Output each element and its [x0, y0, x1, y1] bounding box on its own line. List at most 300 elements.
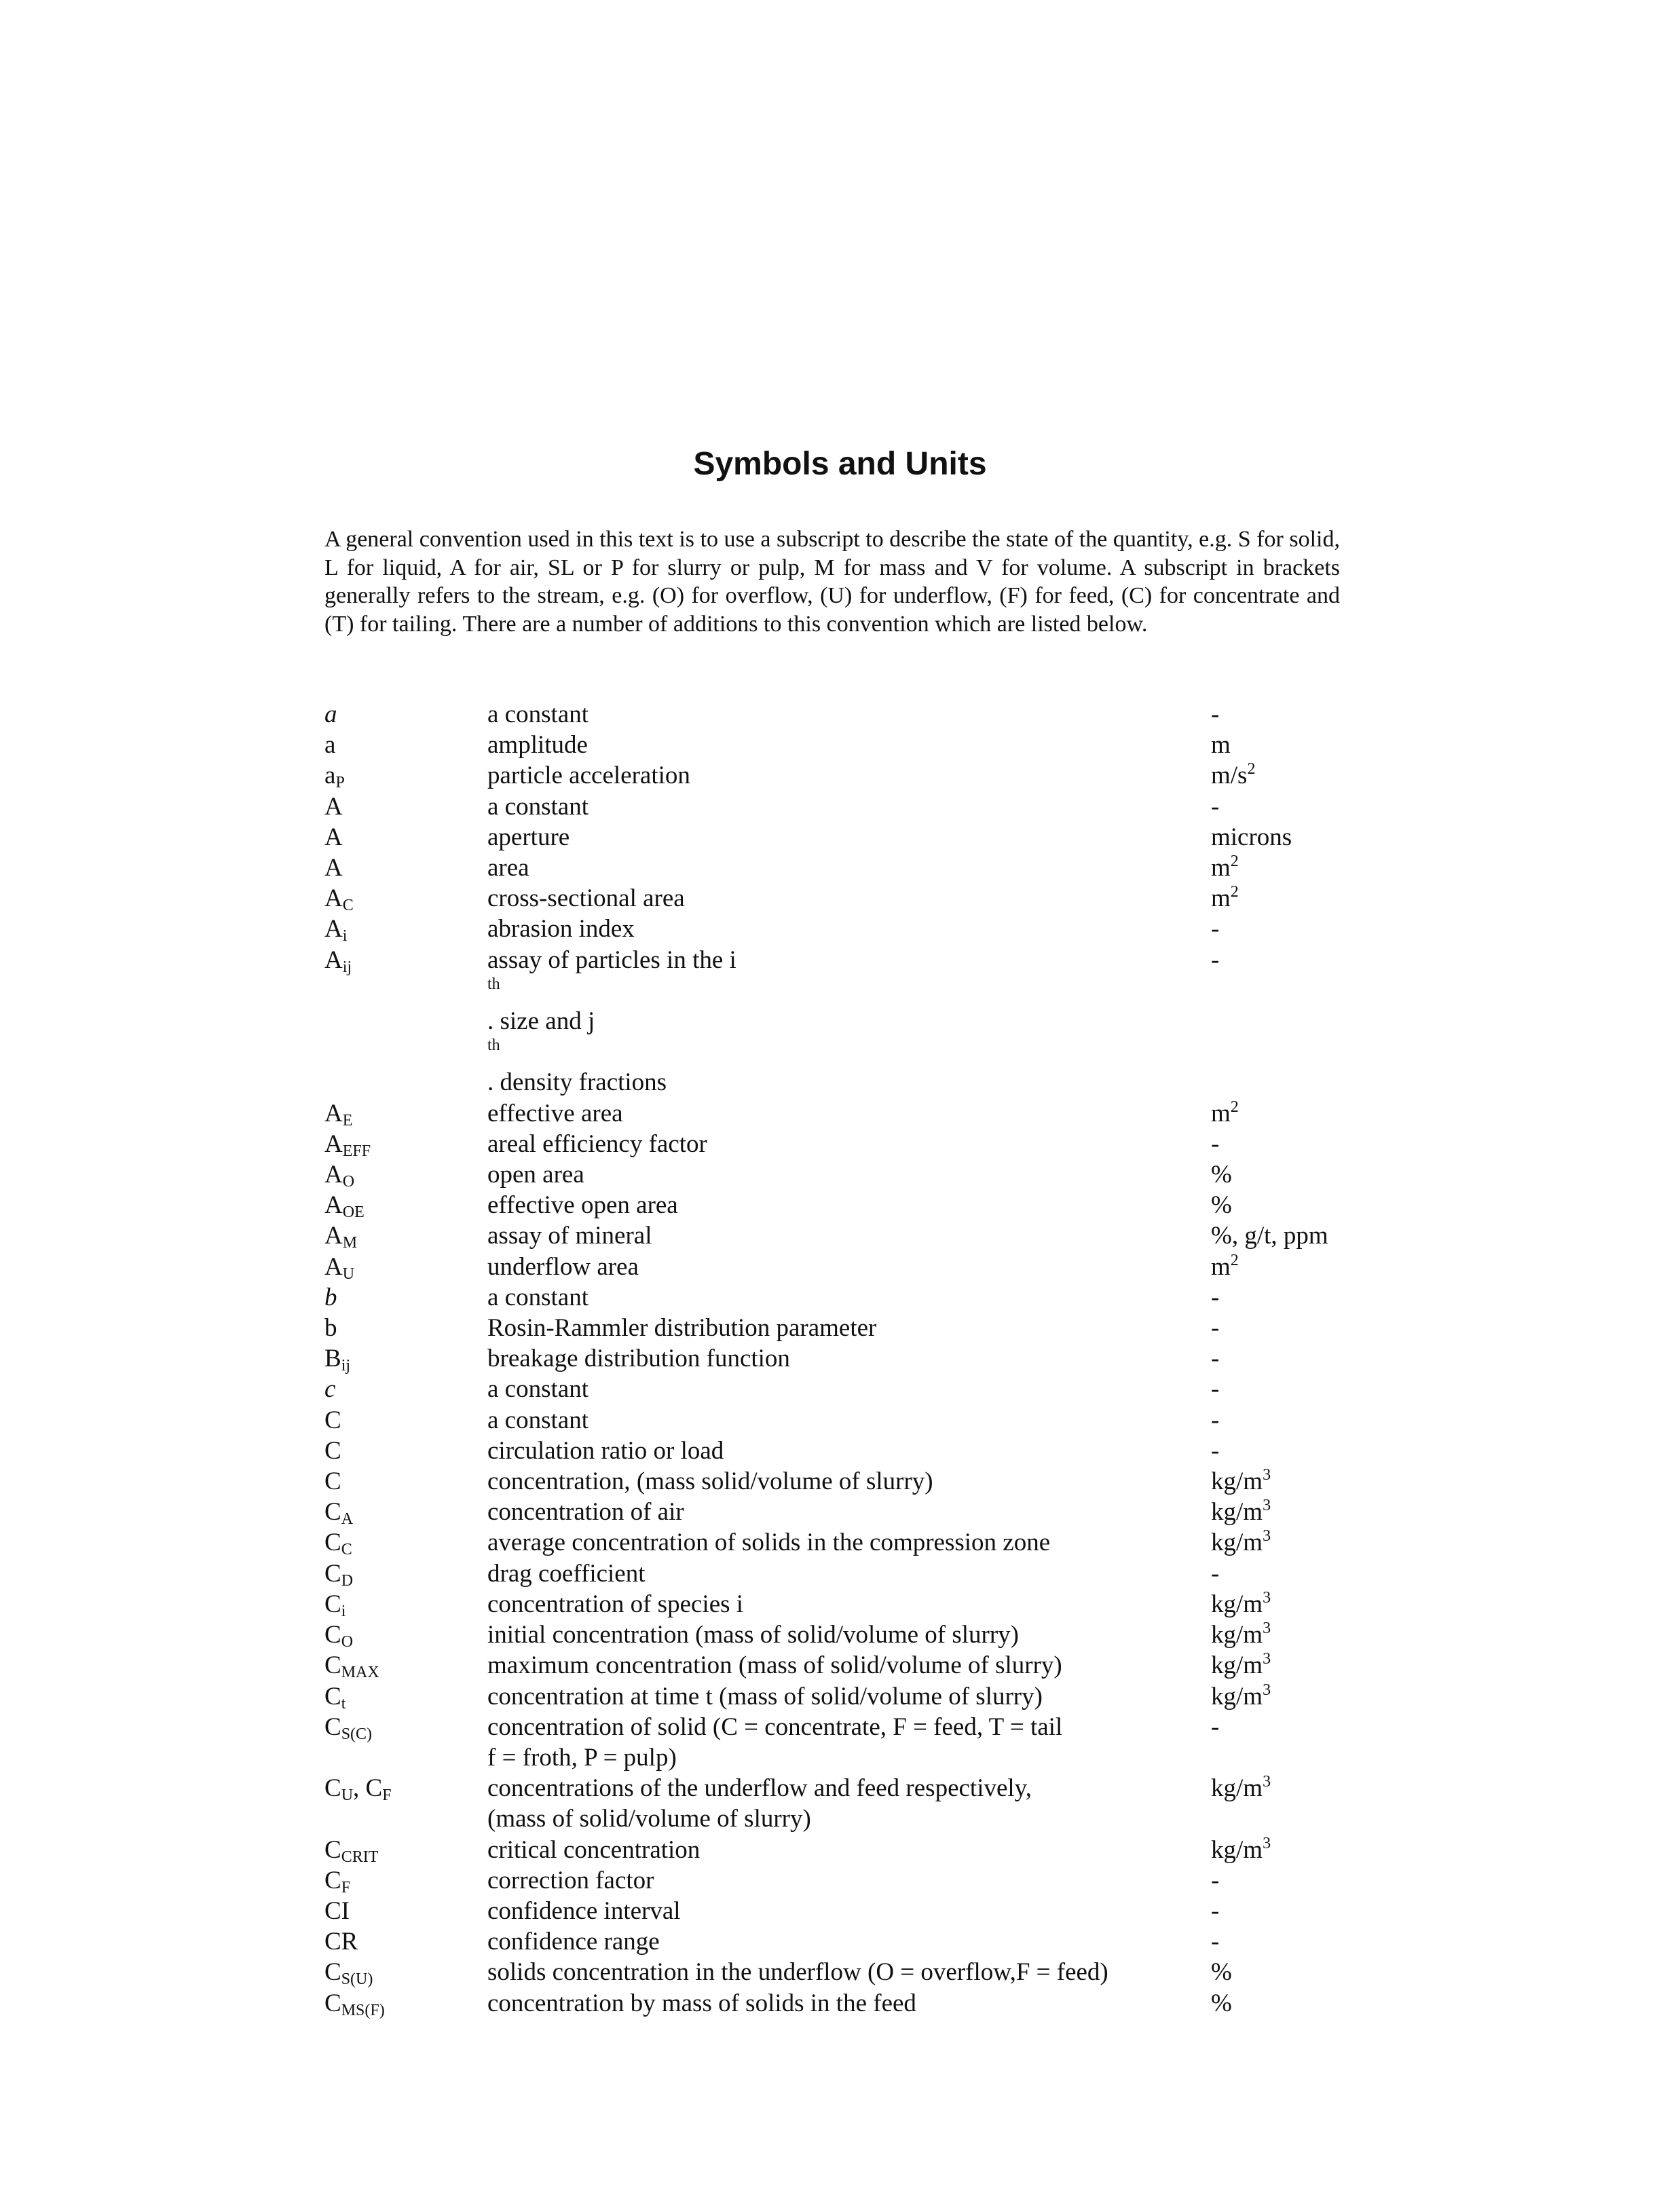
unit-text: -: [1211, 1559, 1220, 1588]
unit-text: -: [1211, 1896, 1220, 1925]
description-cell: [487, 1926, 1211, 1957]
description-text: concentration at time t (mass of solid/volume of slurry): [487, 1682, 1043, 1710]
symbol-cell: [324, 1220, 487, 1251]
description-cell: [487, 1988, 1211, 2019]
symbol-cell: [324, 1957, 487, 1987]
unit-text: m: [1211, 1099, 1231, 1127]
unit-text: -: [1211, 1283, 1220, 1311]
description-text: . size and j: [487, 1007, 595, 1036]
description-cell: [487, 1098, 1211, 1129]
unit-cell: [1211, 1527, 1356, 1558]
unit-text: -: [1211, 1375, 1220, 1404]
symbol-row: [324, 1896, 1356, 1926]
description-cell: [487, 1620, 1211, 1650]
unit-superscript: 3: [1263, 1650, 1271, 1668]
unit-superscript: 3: [1263, 1834, 1271, 1852]
unit-text: -: [1211, 700, 1220, 728]
symbol-cell: [324, 1466, 487, 1497]
unit-cell: [1211, 914, 1356, 944]
symbol-text: C: [324, 1835, 341, 1864]
unit-superscript: 3: [1263, 1773, 1271, 1791]
symbol-subscript: D: [341, 1571, 354, 1590]
description-cell: [487, 1220, 1211, 1251]
description-text: concentration of air: [487, 1498, 684, 1527]
symbol-cell: [324, 822, 487, 853]
unit-superscript: 2: [1230, 1098, 1239, 1116]
unit-superscript: 3: [1263, 1497, 1271, 1515]
description-text: concentration of solid (C = concentrate, F = feed, T = tail: [487, 1713, 1063, 1741]
description-text: underflow area: [487, 1252, 639, 1281]
symbol-row: [324, 1681, 1356, 1712]
symbol-subscript: OE: [342, 1203, 365, 1222]
unit-cell: [1211, 1098, 1356, 1129]
symbol-cell: [324, 1098, 487, 1129]
unit-cell: [1211, 699, 1356, 730]
description-cell: [487, 1252, 1211, 1282]
unit-text: kg/m: [1211, 1682, 1263, 1710]
description-line: f = froth, P = pulp): [487, 1743, 677, 1772]
symbol-cell: [324, 1988, 487, 2019]
description-line: [487, 760, 1211, 791]
description-text: circulation ratio or load: [487, 1436, 724, 1465]
symbol-subscript: i: [341, 1602, 346, 1620]
unit-superscript: 3: [1263, 1681, 1271, 1699]
symbol-row: [324, 1835, 1356, 1865]
symbol-cell: [324, 1252, 487, 1282]
symbol-text: C: [324, 1498, 341, 1527]
symbol-cell: [324, 1681, 487, 1712]
symbol-cell: [324, 1835, 487, 1865]
description-line: [487, 1896, 1211, 1926]
description-line: [487, 1405, 1211, 1436]
symbol-cell: [324, 1773, 487, 1803]
description-cell: [487, 1681, 1211, 1712]
unit-cell: [1211, 1773, 1356, 1803]
unit-cell: [1211, 1589, 1356, 1620]
symbol-text: C: [324, 1682, 341, 1710]
symbol-row: [324, 1466, 1356, 1497]
unit-text: m: [1211, 1252, 1231, 1281]
symbol-text: C: [324, 1529, 341, 1557]
description-superscript: th: [487, 975, 500, 993]
description-line: [487, 822, 1211, 853]
symbol-row: [324, 883, 1356, 914]
description-text: solids concentration in the underflow (O = overflow,F = feed): [487, 1958, 1108, 1987]
unit-cell: [1211, 1405, 1356, 1436]
description-text: drag coefficient: [487, 1559, 646, 1588]
description-text: maximum concentration (mass of solid/volume of slurry): [487, 1651, 1062, 1680]
symbol-text: C: [324, 1436, 341, 1465]
description-text: concentration of species i: [487, 1590, 744, 1618]
description-line: [487, 1313, 1211, 1343]
symbol-text: C: [324, 1713, 341, 1741]
symbol-text: A: [324, 1099, 343, 1127]
description-cell: [487, 945, 1211, 1098]
unit-cell: [1211, 1650, 1356, 1681]
unit-cell: [1211, 853, 1356, 883]
unit-text: kg/m: [1211, 1621, 1263, 1649]
unit-text: kg/m: [1211, 1590, 1263, 1618]
description-line: [487, 1159, 1211, 1190]
description-cell: [487, 1436, 1211, 1466]
description-cell: [487, 1497, 1211, 1527]
description-text: abrasion index: [487, 915, 635, 943]
symbol-text: C: [324, 1467, 341, 1496]
symbol-row: [324, 1313, 1356, 1343]
unit-cell: [1211, 791, 1356, 822]
description-cell: [487, 1773, 1211, 1834]
description-cell: [487, 1159, 1211, 1190]
symbol-row: [324, 1926, 1356, 1957]
symbol-cell: [324, 1650, 487, 1681]
unit-cell: [1211, 1497, 1356, 1527]
description-line: [487, 1098, 1211, 1129]
symbol-subscript: C: [342, 897, 354, 915]
symbol-text: C: [324, 1590, 341, 1618]
symbol-cell: [324, 945, 487, 975]
symbol-cell: [324, 1589, 487, 1620]
symbol-row: [324, 699, 1356, 730]
unit-superscript: 2: [1230, 883, 1239, 901]
description-text: concentration, (mass solid/volume of slurry): [487, 1467, 933, 1496]
symbol-cell: [324, 1865, 487, 1896]
unit-superscript: 3: [1263, 1466, 1271, 1484]
symbol-text: C: [324, 1958, 341, 1987]
unit-text: %: [1211, 1989, 1232, 2017]
description-cell: [487, 822, 1211, 853]
unit-cell: [1211, 1436, 1356, 1466]
symbol-subscript: E: [342, 1111, 353, 1129]
unit-superscript: 2: [1230, 853, 1239, 871]
symbol-row: [324, 853, 1356, 883]
description-line: [487, 1865, 1211, 1896]
symbol-cell: [324, 1159, 487, 1190]
description-line: [487, 1527, 1211, 1558]
symbol-row: [324, 1773, 1356, 1834]
symbol-row: [324, 1405, 1356, 1436]
unit-cell: [1211, 1220, 1356, 1251]
symbol-text: a: [324, 731, 336, 760]
description-line: [487, 730, 1211, 760]
unit-cell: [1211, 822, 1356, 853]
description-cell: [487, 1712, 1211, 1773]
symbol-text: A: [324, 1222, 343, 1250]
symbol-row: [324, 1159, 1356, 1190]
description-line: [487, 791, 1211, 822]
description-cell: [487, 1282, 1211, 1313]
unit-text: -: [1211, 1406, 1220, 1434]
symbol-row: [324, 945, 1356, 1098]
description-text: confidence interval: [487, 1896, 681, 1925]
symbol-subscript: EFF: [342, 1142, 371, 1160]
description-line: [487, 1220, 1211, 1251]
symbol-row: [324, 1497, 1356, 1527]
symbol-cell: [324, 914, 487, 944]
symbol-subscript: ij: [341, 1357, 351, 1375]
description-cell: [487, 1650, 1211, 1681]
symbol-subscript: O: [342, 1173, 355, 1191]
description-line: [487, 1589, 1211, 1620]
unit-cell: [1211, 1957, 1356, 1987]
description-line: [487, 1712, 1211, 1742]
symbol-text: A: [324, 946, 343, 974]
unit-text: -: [1211, 1314, 1220, 1343]
symbol-subscript: MS(F): [341, 2001, 385, 2019]
symbol-text: C: [324, 1989, 341, 2017]
description-text: aperture: [487, 823, 570, 851]
symbol-text: C: [324, 1774, 341, 1803]
description-cell: [487, 914, 1211, 944]
description-text: particle acceleration: [487, 762, 690, 790]
description-line: [487, 1650, 1211, 1681]
symbol-cell: [324, 791, 487, 822]
unit-text: %: [1211, 1958, 1232, 1987]
description-cell: [487, 1558, 1211, 1589]
unit-superscript: 3: [1263, 1620, 1271, 1638]
description-line: [487, 853, 1211, 883]
symbol-cell: [324, 1313, 487, 1343]
symbol-cell: [324, 699, 487, 730]
description-cell: [487, 1589, 1211, 1620]
unit-text: %: [1211, 1191, 1232, 1220]
description-cell: [487, 1865, 1211, 1896]
description-text: assay of particles in the i: [487, 946, 736, 974]
unit-text: m/s: [1211, 762, 1248, 790]
symbol-text: A: [324, 823, 343, 851]
description-text: critical concentration: [487, 1835, 701, 1864]
symbol-text: A: [324, 792, 343, 821]
description-line: [487, 1343, 1211, 1374]
symbol-subscript: U: [341, 1786, 354, 1805]
description-line: [487, 1988, 1211, 2019]
symbol-row: [324, 1712, 1356, 1773]
symbol-cell: [324, 883, 487, 914]
unit-cell: [1211, 1865, 1356, 1896]
description-cell: [487, 1313, 1211, 1343]
symbol-text: C: [324, 1866, 341, 1894]
description-line: [487, 1773, 1211, 1803]
description-text: a constant: [487, 792, 589, 821]
symbol-text: A: [324, 915, 343, 943]
unit-cell: [1211, 1835, 1356, 1865]
unit-cell: [1211, 1282, 1356, 1313]
unit-text: -: [1211, 946, 1220, 974]
unit-cell: [1211, 1988, 1356, 2019]
symbol-text: C: [324, 1559, 341, 1588]
description-text: breakage distribution function: [487, 1345, 790, 1373]
symbol-subscript: S(U): [341, 1970, 373, 1989]
description-text: concentration by mass of solids in the feed: [487, 1989, 916, 2017]
symbol-row: [324, 1988, 1356, 2019]
description-text: a constant: [487, 1406, 589, 1434]
symbol-row: [324, 1374, 1356, 1404]
description-line: [487, 914, 1211, 944]
unit-text: -: [1211, 1436, 1220, 1465]
description-cell: [487, 1527, 1211, 1558]
description-line: [487, 1957, 1211, 1987]
unit-text: microns: [1211, 823, 1292, 851]
description-cell: [487, 1374, 1211, 1404]
description-line: [487, 1835, 1211, 1865]
symbol-subscript: O: [341, 1633, 354, 1651]
symbol-cell: [324, 1527, 487, 1558]
intro-paragraph: A general convention used in this text is to use a subscript to describe the state of the quantity, e.g. S for solid, L for liquid, A for air, SL or P for slurry or pulp, M for mass and V for volume. A subscript in brackets generally refers to the stream, e.g. (O) for overflow, (U) for underflow, (F) for feed, (C) for concentrate and (T) for tailing. There are a number of additions to this convention which are listed below.: [324, 527, 1340, 637]
description-line: [487, 1497, 1211, 1527]
description-line: [487, 1620, 1211, 1650]
symbol-row: [324, 1220, 1356, 1251]
description-text: areal efficiency factor: [487, 1129, 707, 1158]
symbol-cell: [324, 1129, 487, 1159]
unit-cell: [1211, 1620, 1356, 1650]
description-text: amplitude: [487, 731, 588, 760]
symbol-row: [324, 1252, 1356, 1282]
symbol-subscript: S(C): [341, 1725, 373, 1743]
description-text: cross-sectional area: [487, 884, 685, 913]
symbol-subscript: MAX: [341, 1664, 379, 1682]
symbol-subscript: i: [342, 927, 348, 946]
symbol-cell: [324, 1374, 487, 1404]
unit-text: kg/m: [1211, 1651, 1263, 1680]
unit-cell: [1211, 1712, 1356, 1742]
unit-text: %: [1211, 1161, 1232, 1189]
symbol-subscript: C: [341, 1541, 352, 1559]
unit-cell: [1211, 1252, 1356, 1282]
symbol-text: CR: [324, 1928, 358, 1956]
symbol-cell: [324, 1190, 487, 1220]
unit-text: kg/m: [1211, 1835, 1263, 1864]
description-text: correction factor: [487, 1866, 654, 1894]
description-cell: [487, 1405, 1211, 1436]
description-text: assay of mineral: [487, 1222, 652, 1250]
description-text: effective open area: [487, 1191, 678, 1220]
description-line: [487, 699, 1211, 730]
symbol-row: [324, 730, 1356, 760]
symbol-row: [324, 1190, 1356, 1220]
description-text: a constant: [487, 1375, 589, 1404]
symbol-subscript: t: [341, 1694, 346, 1713]
symbol-row: [324, 760, 1356, 791]
description-text: Rosin-Rammler distribution parameter: [487, 1314, 877, 1343]
unit-cell: [1211, 1896, 1356, 1926]
unit-cell: [1211, 1159, 1356, 1190]
description-cell: [487, 1129, 1211, 1159]
description-line: [487, 1252, 1211, 1282]
symbol-text: C: [324, 1651, 341, 1680]
symbol-subscript: F: [382, 1786, 392, 1805]
symbol-text: A: [324, 854, 343, 882]
description-line: [487, 1436, 1211, 1466]
description-cell: [487, 760, 1211, 791]
symbol-subscript: P: [335, 774, 345, 792]
description-text: concentrations of the underflow and feed respectively,: [487, 1774, 1032, 1803]
symbol-text: A: [324, 1252, 343, 1281]
unit-text: -: [1211, 1129, 1220, 1158]
description-cell: [487, 1957, 1211, 1987]
symbol-cell: [324, 1896, 487, 1926]
symbol-text: b: [324, 1283, 337, 1311]
unit-text: m: [1211, 731, 1231, 760]
unit-text: kg/m: [1211, 1467, 1263, 1496]
unit-cell: [1211, 883, 1356, 914]
description-line: [487, 1926, 1211, 1957]
symbol-text: A: [324, 1161, 343, 1189]
description-text: average concentration of solids in the compression zone: [487, 1529, 1051, 1557]
symbol-row: [324, 1282, 1356, 1313]
description-cell: [487, 1190, 1211, 1220]
symbol-row: [324, 1129, 1356, 1159]
symbol-row: [324, 1589, 1356, 1620]
description-line: [487, 945, 1211, 1098]
symbol-text: b: [324, 1314, 337, 1343]
description-text: confidence range: [487, 1928, 660, 1956]
unit-text: m: [1211, 854, 1231, 882]
unit-cell: [1211, 945, 1356, 975]
symbol-text: C: [324, 1406, 341, 1434]
unit-text: %, g/t, ppm: [1211, 1222, 1328, 1250]
symbol-cell: [324, 1712, 487, 1742]
unit-cell: [1211, 1466, 1356, 1497]
description-line: [487, 1282, 1211, 1313]
description-line: [487, 1558, 1211, 1589]
unit-cell: [1211, 1190, 1356, 1220]
unit-text: kg/m: [1211, 1498, 1263, 1527]
unit-superscript: 2: [1247, 760, 1256, 779]
description-text: a constant: [487, 700, 589, 728]
symbol-text: a: [324, 762, 336, 790]
description-text: area: [487, 854, 529, 882]
unit-cell: [1211, 1681, 1356, 1712]
symbol-row: [324, 822, 1356, 853]
description-cell: [487, 730, 1211, 760]
description-cell: [487, 1835, 1211, 1865]
symbol-cell: [324, 1620, 487, 1650]
unit-text: -: [1211, 1866, 1220, 1894]
symbol-text: CI: [324, 1896, 350, 1925]
symbols-table: [324, 699, 1356, 2019]
symbol-text: A: [324, 1191, 343, 1220]
symbol-cell: [324, 1405, 487, 1436]
symbol-cell: [324, 1282, 487, 1313]
description-text: . density fractions: [487, 1068, 667, 1097]
description-cell: [487, 1343, 1211, 1374]
symbol-row: [324, 1650, 1356, 1681]
page-title: Symbols and Units: [693, 446, 987, 482]
description-line: [487, 1466, 1211, 1497]
unit-cell: [1211, 760, 1356, 791]
unit-superscript: 3: [1263, 1527, 1271, 1546]
symbol-text: B: [324, 1345, 341, 1373]
symbol-text: c: [324, 1375, 336, 1404]
description-cell: [487, 1466, 1211, 1497]
description-line: (mass of solid/volume of slurry): [487, 1805, 811, 1833]
description-cell: [487, 853, 1211, 883]
symbol-row: [324, 1865, 1356, 1896]
symbol-subscript: F: [341, 1878, 351, 1896]
symbol-row: [324, 914, 1356, 944]
symbol-row: [324, 791, 1356, 822]
unit-text: kg/m: [1211, 1774, 1263, 1803]
symbol-cell: [324, 1436, 487, 1466]
description-line: [487, 883, 1211, 914]
unit-cell: [1211, 1558, 1356, 1589]
unit-text: -: [1211, 792, 1220, 821]
symbol-text: A: [324, 884, 343, 913]
unit-cell: [1211, 1343, 1356, 1374]
unit-cell: [1211, 1129, 1356, 1159]
unit-cell: [1211, 730, 1356, 760]
symbol-cell: [324, 1926, 487, 1957]
description-line: [487, 1681, 1211, 1712]
